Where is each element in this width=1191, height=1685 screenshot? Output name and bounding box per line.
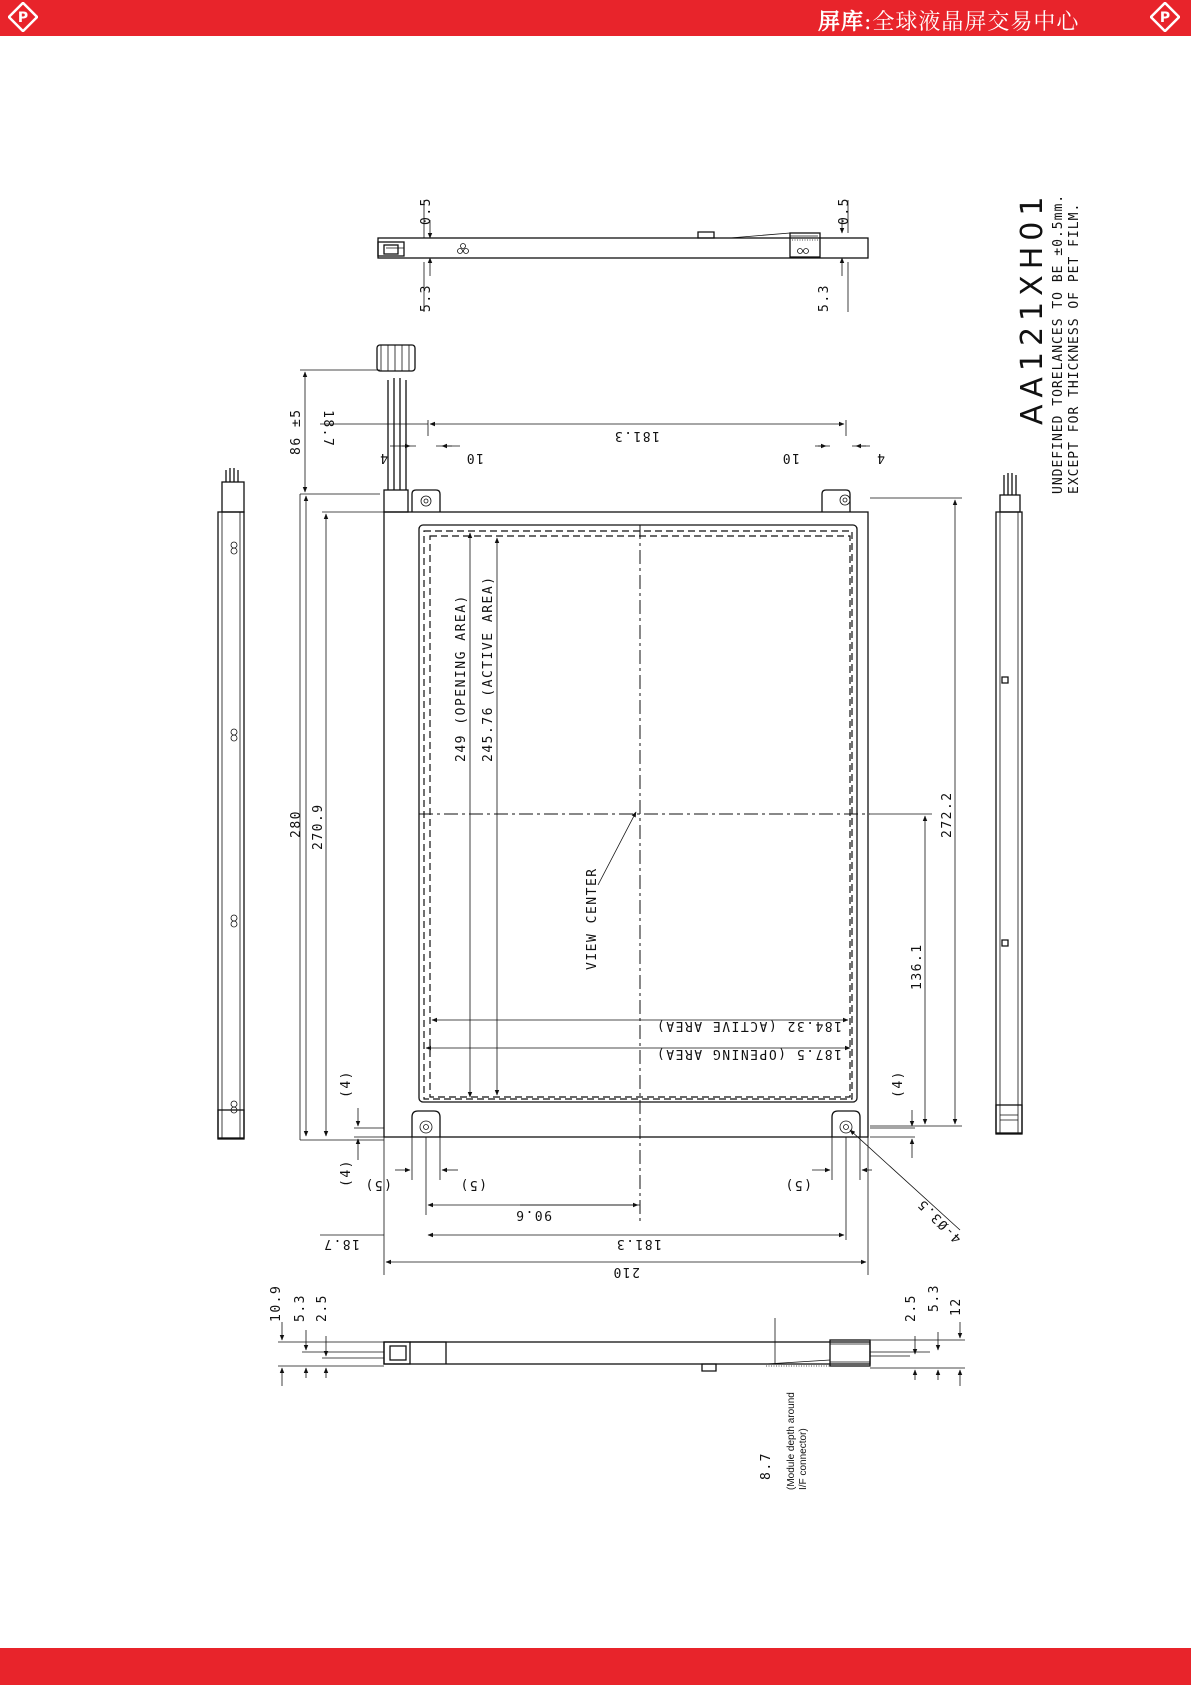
- dimension-lines: [300, 370, 962, 1275]
- dim-label: (5): [784, 1177, 812, 1192]
- dim-label: 0.5: [419, 197, 434, 225]
- right-side-view: [996, 473, 1022, 1134]
- dim-label: 86 ±5: [289, 408, 304, 455]
- dim-label: 270.9: [311, 803, 326, 850]
- dim-label: 280: [289, 810, 304, 838]
- brand-tagline: :全球液晶屏交易中心: [864, 10, 1080, 35]
- dim-label: (4): [339, 1159, 354, 1187]
- dim-label: 245.76 (ACTIVE AREA): [481, 575, 496, 762]
- dim-note: (Module depth around: [786, 1392, 797, 1490]
- dim-label: 2.5: [315, 1294, 330, 1322]
- dim-label: 12: [949, 1297, 964, 1316]
- dim-label: 90.6: [514, 1207, 552, 1222]
- dim-label: 5.3: [419, 284, 434, 312]
- dim-label: 272.2: [940, 791, 955, 838]
- dim-label: (4): [339, 1070, 354, 1098]
- dim-label: 210: [612, 1264, 640, 1279]
- view-center-label: VIEW CENTER: [585, 867, 600, 970]
- svg-text:P: P: [1159, 10, 1171, 26]
- tolerance-note-2: EXCEPT FOR THICKNESS OF PET FILM.: [1067, 202, 1082, 494]
- tolerance-note-1: UNDEFINED TORELANCES TO BE ±0.5mm.: [1051, 193, 1066, 494]
- model-number: AA121XH01: [1015, 190, 1050, 425]
- dim-label: 10.9: [269, 1284, 284, 1322]
- dim-label: 4: [875, 450, 885, 465]
- dim-label: 5.3: [293, 1294, 308, 1322]
- left-side-view: [218, 468, 244, 1139]
- dim-label: 18.7: [322, 1236, 360, 1251]
- dim-label: 2.5: [904, 1294, 919, 1322]
- dim-label: 18.7: [320, 410, 335, 448]
- dim-label: 8.7: [759, 1452, 774, 1480]
- dim-label: 10: [465, 450, 484, 465]
- dim-label: 10: [781, 450, 800, 465]
- dim-label: 5.3: [927, 1284, 942, 1312]
- dim-label: 136.1: [910, 943, 925, 990]
- dim-note: I/F connector): [798, 1428, 809, 1490]
- dim-label: 5.3: [817, 284, 832, 312]
- dim-label: 181.3: [613, 428, 660, 443]
- brand-name: 屏库: [818, 10, 865, 35]
- dim-label: (5): [459, 1177, 487, 1192]
- top-side-view: [378, 200, 868, 312]
- dim-label: 249 (OPENING AREA): [454, 594, 469, 762]
- dim-label: 187.5 (OPENING AREA): [655, 1046, 842, 1061]
- dim-label: 181.3: [615, 1236, 662, 1251]
- dim-label: 0.5: [837, 197, 852, 225]
- dim-label: 184.32 (ACTIVE AREA): [655, 1018, 842, 1033]
- svg-text:P: P: [17, 10, 29, 26]
- dim-label: 4-Ø3.5: [914, 1195, 965, 1246]
- dim-label: (4): [891, 1070, 906, 1098]
- front-view: [377, 345, 870, 1225]
- dim-label: (5): [364, 1177, 392, 1192]
- dim-label: 4: [378, 450, 388, 465]
- bottom-side-view: [278, 1318, 965, 1386]
